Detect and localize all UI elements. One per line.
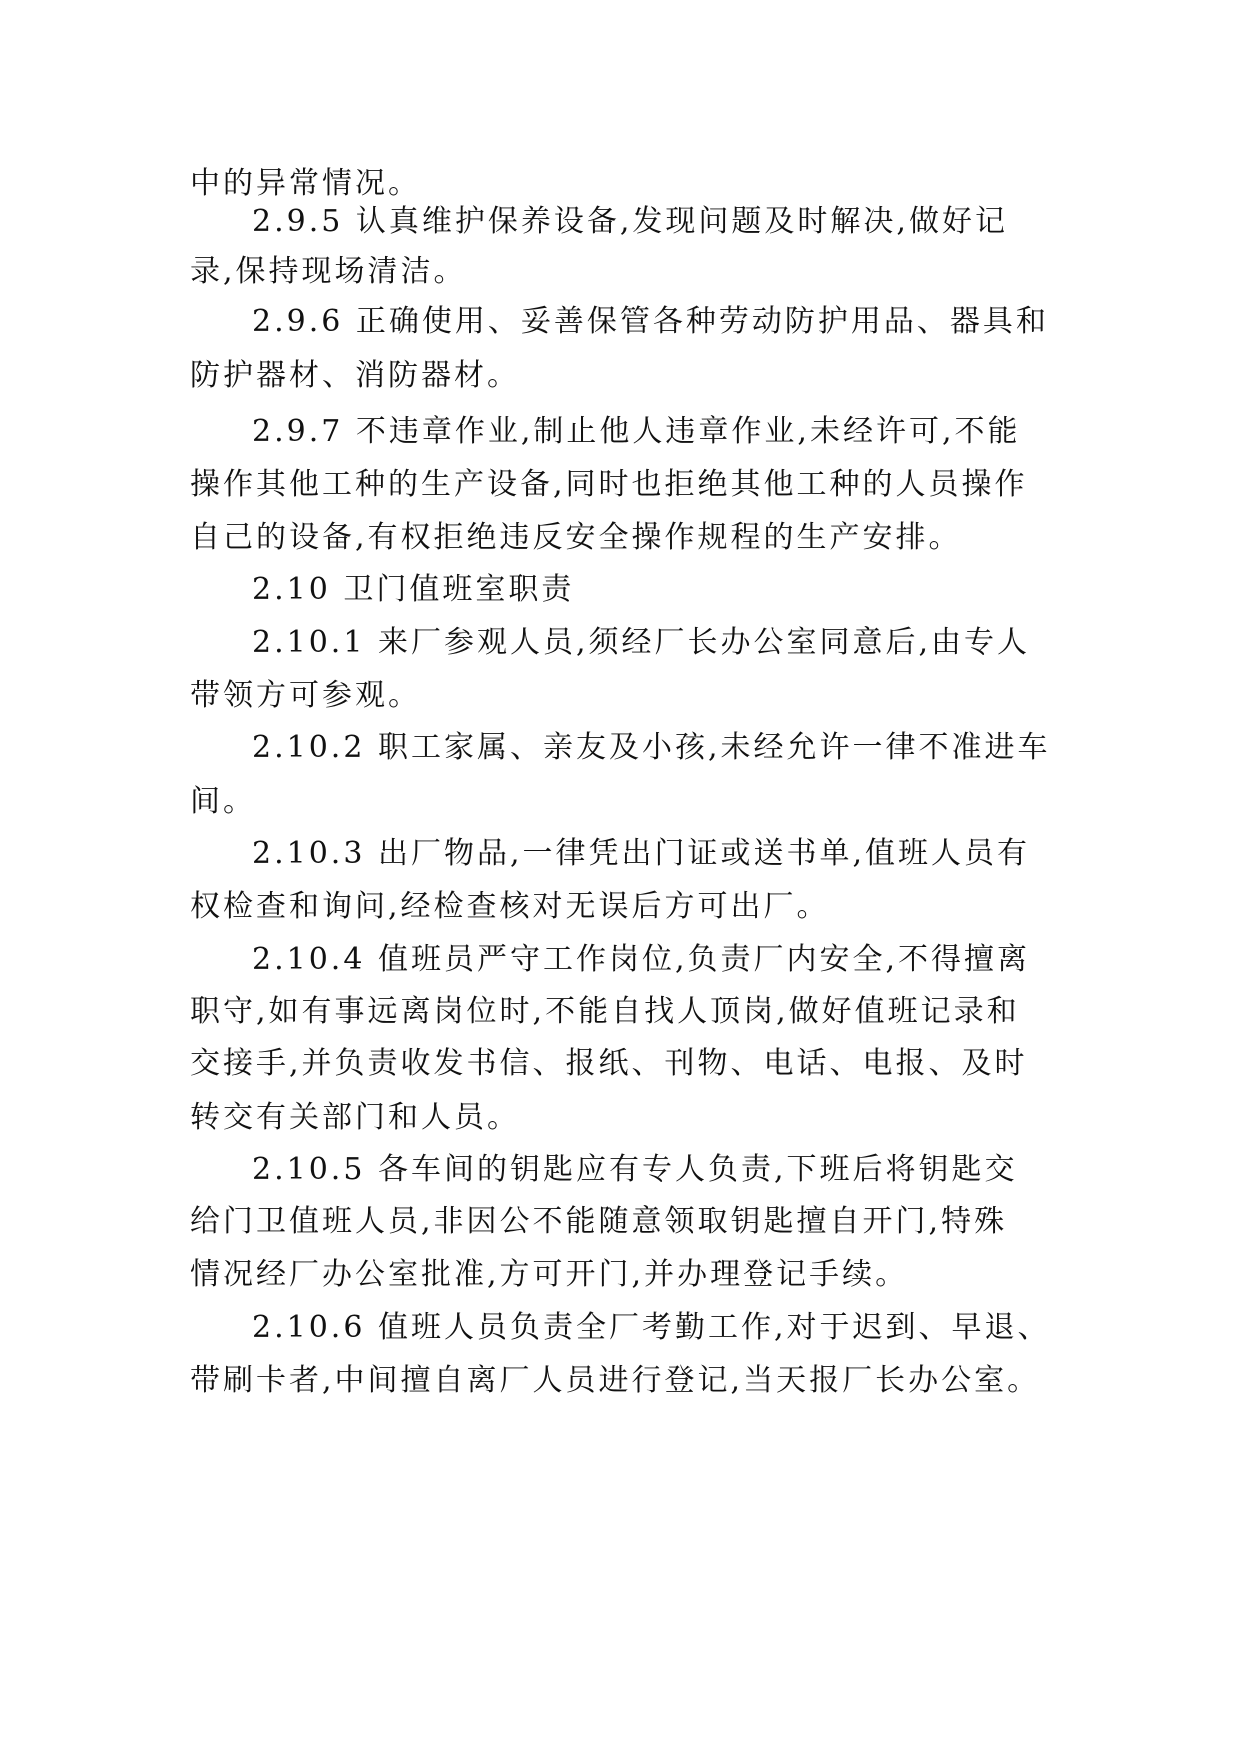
text-line: 2.10.1 来厂参观人员,须经厂长办公室同意后,由专人	[252, 625, 1031, 660]
text-line: 2.10.5 各车间的钥匙应有专人负责,下班后将钥匙交	[252, 1152, 1018, 1187]
text-line: 录,保持现场清洁。	[190, 254, 467, 289]
text-line: 2.10.2 职工家属、亲友及小孩,未经允许一律不准进车	[252, 730, 1051, 765]
text-line: 2.9.5 认真维护保养设备,发现问题及时解决,做好记	[252, 204, 1008, 239]
text-line: 操作其他工种的生产设备,同时也拒绝其他工种的人员操作	[190, 467, 1028, 502]
text-line: 交接手,并负责收发书信、报纸、刊物、电话、电报、及时	[190, 1046, 1028, 1081]
text-line: 2.10.6 值班人员负责全厂考勤工作,对于迟到、早退、	[252, 1310, 1051, 1345]
text-line: 中的异常情况。	[190, 166, 421, 201]
text-line: 防护器材、消防器材。	[190, 358, 520, 393]
text-line: 2.10.3 出厂物品,一律凭出门证或送书单,值班人员有	[252, 836, 1031, 871]
text-line: 给门卫值班人员,非因公不能随意领取钥匙擅自开门,特殊	[190, 1204, 1008, 1239]
text-line: 2.9.6 正确使用、妥善保管各种劳动防护用品、器具和	[252, 304, 1049, 339]
text-line: 带刷卡者,中间擅自离厂人员进行登记,当天报厂长办公室。	[190, 1363, 1041, 1398]
section-heading: 2.10 卫门值班室职责	[252, 572, 575, 607]
text-line: 2.10.4 值班员严守工作岗位,负责厂内安全,不得擅离	[252, 942, 1031, 977]
text-line: 权检查和询问,经检查核对无误后方可出厂。	[190, 889, 830, 924]
text-line: 职守,如有事远离岗位时,不能自找人顶岗,做好值班记录和	[190, 994, 1020, 1029]
text-line: 情况经厂办公室批准,方可开门,并办理登记手续。	[190, 1257, 909, 1292]
text-line: 2.9.7 不违章作业,制止他人违章作业,未经许可,不能	[252, 414, 1021, 449]
text-line: 间。	[190, 784, 256, 819]
text-line: 自己的设备,有权拒绝违反安全操作规程的生产安排。	[190, 520, 962, 555]
text-line: 转交有关部门和人员。	[190, 1100, 520, 1135]
text-line: 带领方可参观。	[190, 678, 421, 713]
